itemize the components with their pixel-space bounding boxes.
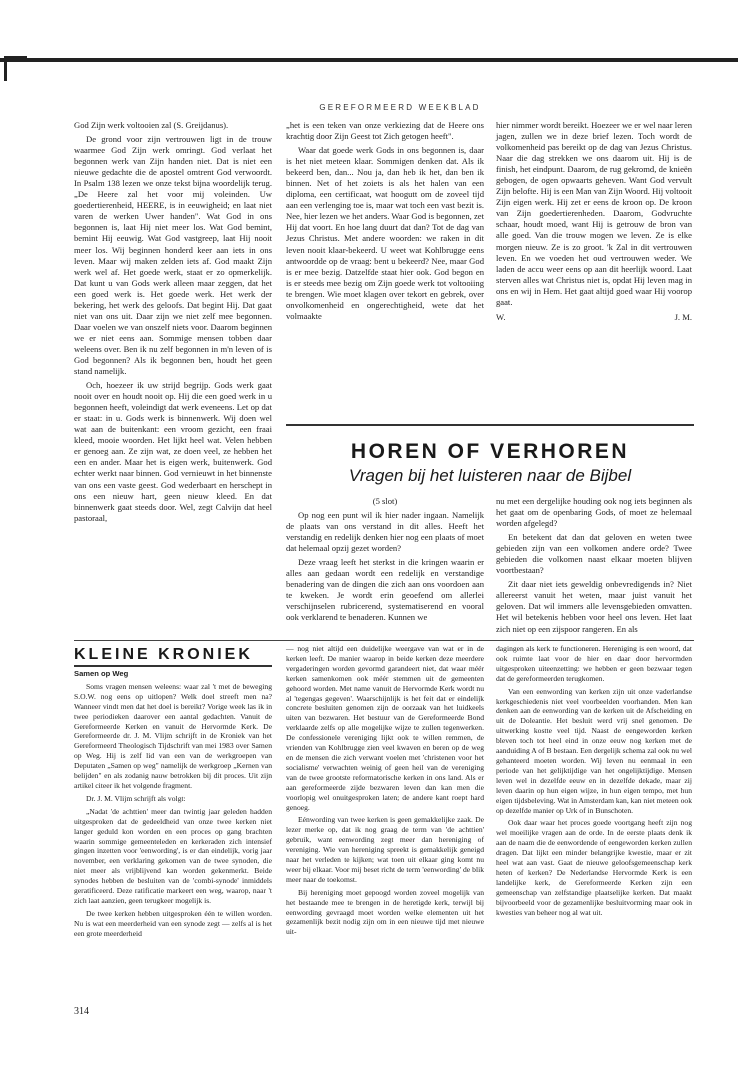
kroniek-title: KLEINE KRONIEK — [74, 646, 253, 663]
paragraph: Dr. J. M. Vlijm schrijft als volgt: — [86, 793, 186, 803]
paragraph: Op nog een punt wil ik hier nader ingaan. Namelijk de plaats van ons verstand in dit alles. Heeft het verstandig en redelijk denken hier nog een plaats of moet dat helemaal opzij gezet worden? — [286, 510, 484, 554]
paragraph: Bij hereniging moet gepoogd worden zoveel mogelijk van het bestaande mee te brengen in de heretigde kerk, terwijl bij eenwording gevraagd moet worden welke elementen uit het gezamenlijk bezit nodig zijn om in een nieuwe tijd met nieuwe uit- — [286, 887, 484, 937]
paragraph: Deze vraag leeft het sterkst in die kringen waarin er alles aan gedaan wordt een redelijk en verstandige benadering van de dingen die zich aan ons voordoen aan te kweken. Je wordt erin geoefend om allerlei verschijnselen rubricerend, systematiserend en vooral ook verklarend te benaderen. Kunnen we — [286, 557, 484, 623]
article2-column-1 — [286, 496, 484, 624]
article2-subtitle: Vragen bij het luisteren naar de Bijbel — [348, 466, 632, 485]
masthead: GEREFORMEERD WEEKBLAD — [319, 103, 481, 112]
section-divider — [286, 424, 694, 430]
paragraph: De grond voor zijn vertrouwen ligt in de trouw waarmee God Zijn werk omringt. God verlaat het begonnen werk van Zijn handen niet. Dat is niet een nieuwe gedachte die de apostel omtrent God verwoordt. In Psalm 138 lezen we onze tekst bijna woordelijk terug. „De Heere zal het voor mij voleinden. Uw goedertierenheid, HEERE, is in eeuwigheid; en laat niet varen de werken Uwer handen". Wat God in ons begonnen is, laat Hij niet meer los. Wat God bemint, bemint Hij eeuwig. Wat God vastgreep, laat Hij nooit meer los. Wij beginnen honderd keer aan iets in ons leven. Maar wij maken zelden iets af. God maakt Zijn werk wel af. Het goede werk, staat er zo opmerkelijk. Dat kunt u van Gods werk alleen maar zeggen, dat het een goed werk is. Het goede werk. Het werk der bekering, het werk des geloofs. Dat begint Hij. Dat gaat niet van ons uit. Daar zijn we niet zelf mee begonnen. Daar voelen we van onszelf niets voor. Daarom beginnen we er niet eens aan. Sommige mensen tobben daar weleens over. Ben ik nu zelf begonnen in m'n leven of is God begonnen? Als ik begonnen ben, houdt het geen stand namelijk. — [74, 134, 272, 377]
paragraph: De twee kerken hebben uitgesproken één te willen worden. Nu is wat een meerderheid van een synode zegt — zelfs al is het een grote meerderheid — [74, 908, 272, 938]
paragraph: hier nimmer wordt bereikt. Hoezeer we er wel naar leren jagen, zullen we in deze brief lezen. Toch wordt de volkomenheid pas bereikt op de dag van Jezus Christus. Naar die dag strekken we ons daarom uit. Hij is de finish, het eindpunt. Daarom, de rug gekromd, de knieën gebogen, de ogen opwaarts geheven. Want God vervult Zijn belofte. Hij is een Man van Zijn Woord. Hij voltooit Zijn eigen werk. Hij zet er eens de kroon op. De kroon van Zijn goedertierenheden. Daarom, Godvruchte schaar, houdt moed, want Hij is getrouw de bron van alle goed. Van die trouw mogen we leven. Ze is elke morgen nieuw. Ze is zo groot. 'k Zal in dit vertrouwen leven. En we voeden het oud vertrouwen weder. We laden de accu weer eens op aan dit heerlijk woord. Laat sterven alles wat Christus niet is, opdat Hij leven mag in ons en wij in Hem. Het gaat altijd goed waar Hij voorop gaat. — [496, 120, 692, 307]
article2-column-2 — [496, 496, 692, 635]
paragraph: Eénwording van twee kerken is geen gemakkelijke zaak. De lezer merke op, dat ik nog graag de term van 'de achttien' gebruik, want eenwording zegt meer dan hereniging of vereniging. Wie van hereniging spreekt is gemakkelijk geneigd naar het verleden te kijken; wat toen uit elkaar ging komt nu weer bij elkaar. Voor mij beset richt de term 'eenwording' de blik meer naar de toekomst. — [286, 815, 484, 884]
paragraph: — nog niet altijd een duidelijke weergave van wat er in de kerken leeft. De manier waarop in beide kerken deze meerdere vergaderingen worden gevormd garandeert niet, dat waar méér kerken samenkomen ook méér stemmen uit de gemeenten gehoord worden. Met name vanuit de Hervormde Kerk wordt nu al 'tegengas gegeven'. Waarschijnlijk is het feit dat er eindelijk concrete besluiten genomen zijn de oorzaak van het luidkeels uiten van bezwaren. Het bestuur van de Gereformeerde Bond verklaarde zelfs op alle mogelijke wijze te zullen tegenwerken. De confessionele vereniging lijkt ook te willen remmen, de vrienden van Kohlbrugge zien veel kwaven en beren op de weg en de mensen die zich verwant voelen met 'christenen voor het socialisme' verwachten weinig of geen heil van de vereniging van de twee grootste reformatorische kerken in ons land. Als er aan gereformeerde zijde bezwaren leven dan kan men die voorlopig wel onuitgesproken laten; de andere kant roept hard genoeg. — [286, 644, 484, 812]
paragraph: Soms vragen mensen weleens: waar zal 't met de beweging S.O.W. nog eens op uitlopen? Welk doel streeft men na? Wanneer vindt men dat het doel is bereikt? Vorige week las ik in twee periodieken daarover een aantal gedachten. Vanuit de Gereformeerde Kerken en vanuit de Hervormde Kerk. De Gereformeerde dr. J. M. Vlijm schrijft in de Kroniek van het Gereformeerd Theologisch Tijdschrift van mei 1983 over Samen op Weg. Hij is zelf lid van een van de werkgroepen van Deputaten „Samen op weg" namelijk de werkgroep „Kernen van belijden" en als zodanig nauw betrokken bij dit proces. Uit zijn artikel citeer ik het volgende fragment. — [74, 681, 272, 790]
paragraph: Och, hoezeer ik uw strijd begrijp. Gods werk gaat nooit over en houdt nooit op. Hij die een goed werk in u begonnen heeft, voleindigt dat werk eveneens. Let op dat er staat: in u. Gods werk is binnenwerk. Wij doen wel wat aan de buitenkant: een vroom gezicht, een fraai kleed, mooie woorden. Het lijkt heel wat. Velen hebben er genoeg aan. Ze zijn wat, ze doen veel, ze hebben het een en ander. Maar het is eigen werk, buitenwerk. God echter werkt naar binnen. God vernieuwt in het binnenste van ons een vaste geest. God wederbaart en herschept in ons een nieuw hart, geen nieuw kleed. En dat binnenwerk gaat steeds door. Wel, zegt Calvijn dat heel pastoraal, — [74, 380, 272, 523]
signature-line — [496, 312, 692, 323]
paragraph: Ook daar waar het proces goede voortgang heeft zijn nog wel moeilijke vragen aan de orde. In de eerste plaats denk ik aan de naam die de eenwordende of eengeworden kerken zullen dragen. Dat lijkt een minder belangrijke kwestie, maar er zit heel wat aan vast. Gaat de nieuwe geloofsgemeenschap kerk heten of kerken? De Nederlandse Hervormde Kerk is een landelijke kerk, de Gereformeerde Kerken zijn een gemeenschap van zelfstandige plaatselijke kerken. Dat maakt bijvoorbeeld voor de gezamenlijke besluitvorming maar ook in kwesties van beheer nog al wat uit. — [496, 818, 692, 917]
article1-column-1 — [74, 120, 272, 524]
article1-column-2 — [286, 120, 484, 322]
kroniek-column-2 — [286, 644, 484, 937]
signature-left: W. — [496, 311, 506, 322]
paragraph: Van een eenwording van kerken zijn uit onze vaderlandse kerkgeschiedenis niet veel voorbeelden voorhanden. Men kan denken aan de eenwording van de kerken uit de Afscheiding en uit de Doleantie. Het besluit werd vrij snel genomen. De uitwerking kostte veel tijd. Naast de eengeworden kerken bleven toch tot heel eind in onze eeuw nog kerken met de aanduiding A of B bestaan. Een dergelijk schema zal ook nu wel gehanteerd moeten worden. Wij leven nu eenmaal in een periode van het gelijktijdige van het ongelijktijdige. Mensen leven wel in dezelfde eeuw en in dezelfde dekade, maar zij leven daarin op hun eigen wijze, in hun eigen tempo, met hun eigen tijdsbeleving. Wat in Amsterdam kan, kan niet meteen ook op dezelfde manier op Urk of in Bunschoten. — [496, 686, 693, 815]
crop-mark — [4, 56, 27, 81]
part-label: (5 slot) — [372, 496, 398, 506]
paragraph: Zit daar niet iets geweldig onbevredigends in? Niet allereerst vanuit het weten, maar juist vanuit het geloven. Dat wil immers alle levensgebieden omvatten. Het wil betekenis hebben voor heel ons leven. Het laat zich niet op een zijspoor rangeren. En als — [496, 579, 692, 634]
paragraph: En betekent dat dan dat geloven en weten twee gebieden zijn van een volkomen andere orde? Twee gebieden die volkomen naast elkaar moeten blijven voortbestaan? — [496, 532, 692, 576]
kroniek-column-1 — [74, 669, 272, 939]
paragraph: nu met een dergelijke houding ook nog iets beginnen als het gaat om de openbaring Gods, of moet ze helemaal worden afgelegd? — [496, 496, 692, 529]
top-border-rule — [0, 58, 738, 62]
kroniek-title-underline — [74, 665, 272, 667]
paragraph: „Nadat 'de achttien' meer dan twintig jaar geleden hadden uitgesproken dat de gedeeldheid van onze twee kerken niet langer geduld kon worden en een proces op gang brachten waarin sommige gemeenteleden en kerkeraden zich intensief gingen inzetten voor 'eenwording', is er dan eindelijk, vorig jaar november, een verklaring gekomen van de twee synoden, die niet meer als vrijblijvend kan worden gekenmerkt. Beide synodes hebben de besluiten van de 'combi-synode' inmiddels geratificeerd. Deze ratificatie markeert een weg, waarop, naar 't zich laat aanzien, geen terugkeer mogelijk is. — [74, 806, 272, 905]
signature-right: J. M. — [674, 311, 692, 322]
paragraph: Waar dat goede werk Gods in ons begonnen is, daar is het niet meteen klaar. Sommigen denken dat. Als ik bekeerd ben, dan... Nou ja, dan heb ik het, dan ben ik binnen. Net of het zoiets is als het halen van een diploma, een certificaat, wat hoogutt om de zoveel tijd aan een verlenging toe is, maar wat toch een vast bezit is. Nee, hier lezen we het anders. Waar God is begonnen, zet Hij dat voort. En hoe lang duurt dat dan? Tot de dag van Jezus Christus. Met andere woorden: we raken in dit leven nooit klaar-bekeerd. U weet wat Kohlbrugge eens antwoordde op de vraag: bent u bekeerd? Nee, maar God is er mee bezig. Datzelfde staat hier ook. God begon en is er steeds mee bezig om Zijn goede werk tot voltooiing te brengen. Wie moet klagen over tekort en gebrek, over onvolkomenheid en ongerechtigheid, wete dat het volmaakte — [286, 145, 484, 321]
paragraph: „het is een teken van onze verkiezing dat de Heere ons krachtig door Zijn Geest tot Zich getogen heeft". — [286, 120, 484, 142]
page-number: 314 — [74, 1006, 89, 1017]
kroniek-subhead: Samen op Weg — [74, 669, 129, 678]
kroniek-column-3 — [496, 644, 692, 917]
kroniek-divider — [74, 640, 694, 641]
article2-title: HOREN OF VERHOREN — [350, 440, 630, 463]
paragraph: dagingen als kerk te functioneren. Hereniging is een woord, dat ook ruimte laat voor de hier en daar door hervormden uitgesproken uiteenzetting: we hebben er geen bezwaar tegen dat de gereformeerden terugkomen. — [496, 644, 692, 683]
paragraph: God Zijn werk voltooien zal (S. Greijdanus). — [74, 120, 229, 130]
article1-column-3 — [496, 120, 692, 323]
